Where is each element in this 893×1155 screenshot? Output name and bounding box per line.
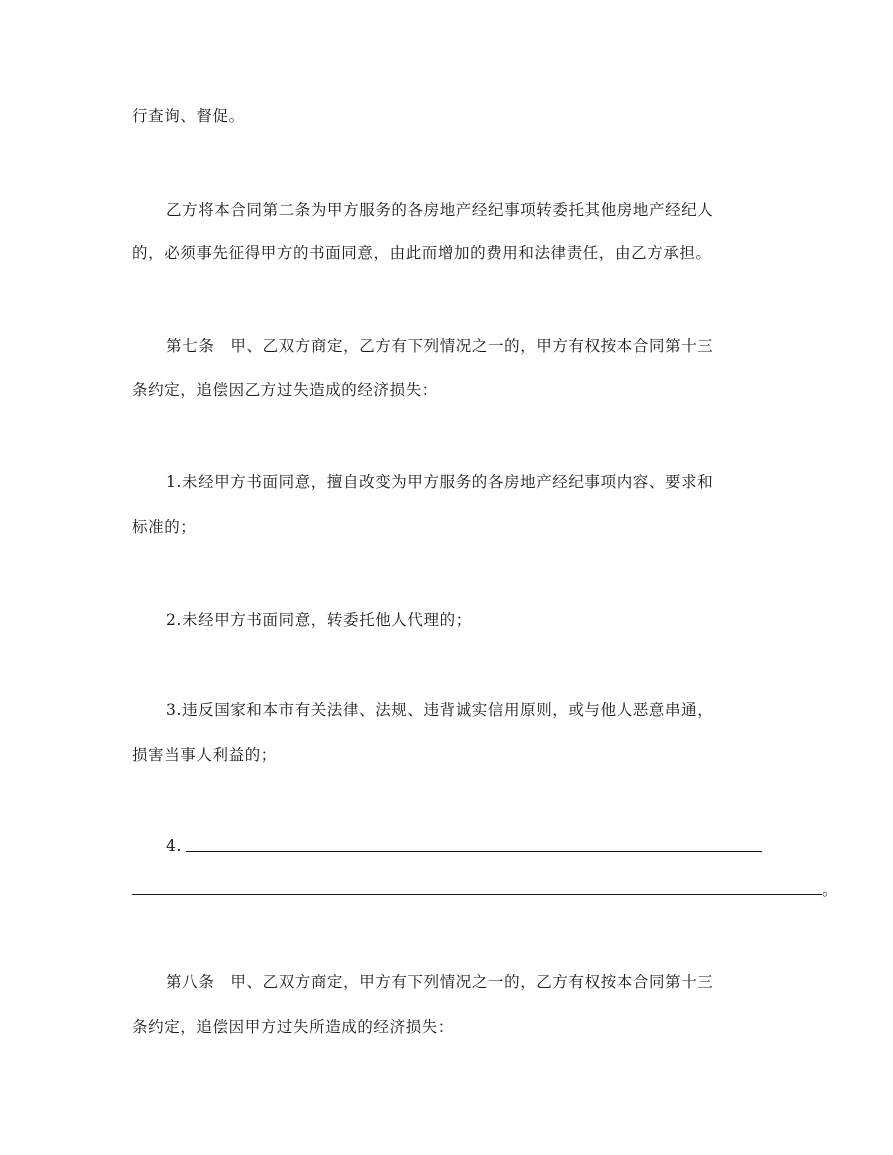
- fill-in-blank-line: [186, 851, 762, 852]
- blank-end-punctuation: 。: [822, 881, 839, 899]
- paragraph-line: 行查询、督促。: [132, 107, 245, 125]
- fill-in-blank-line: [132, 894, 822, 895]
- article-8-heading-line: 第八条 甲、乙双方商定，甲方有下列情况之一的，乙方有权按本合同第十三: [166, 973, 714, 991]
- list-item-3-line: 3.违反国家和本市有关法律、法规、违背诚实信用原则，或与他人恶意串通，: [166, 701, 714, 719]
- article-7-heading-line: 第七条 甲、乙双方商定，乙方有下列情况之一的，甲方有权按本合同第十三: [166, 337, 714, 355]
- paragraph-line: 条约定，追偿因甲方过失所造成的经济损失：: [132, 1018, 455, 1036]
- paragraph-line: 条约定，追偿因乙方过失造成的经济损失：: [132, 381, 438, 399]
- list-item-1-line: 1.未经甲方书面同意，擅自改变为甲方服务的各房地产经纪事项内容、要求和: [166, 473, 714, 491]
- list-item-3-continuation: 损害当事人利益的；: [132, 746, 277, 764]
- list-item-4-number: 4.: [166, 837, 182, 855]
- list-item-2-line: 2.未经甲方书面同意，转委托他人代理的；: [166, 611, 472, 629]
- paragraph-line: 乙方将本合同第二条为甲方服务的各房地产经纪事项转委托其他房地产经纪人: [166, 201, 714, 219]
- list-item-1-continuation: 标准的；: [132, 518, 197, 536]
- paragraph-line: 的，必须事先征得甲方的书面同意，由此而增加的费用和法律责任，由乙方承担。: [132, 244, 712, 262]
